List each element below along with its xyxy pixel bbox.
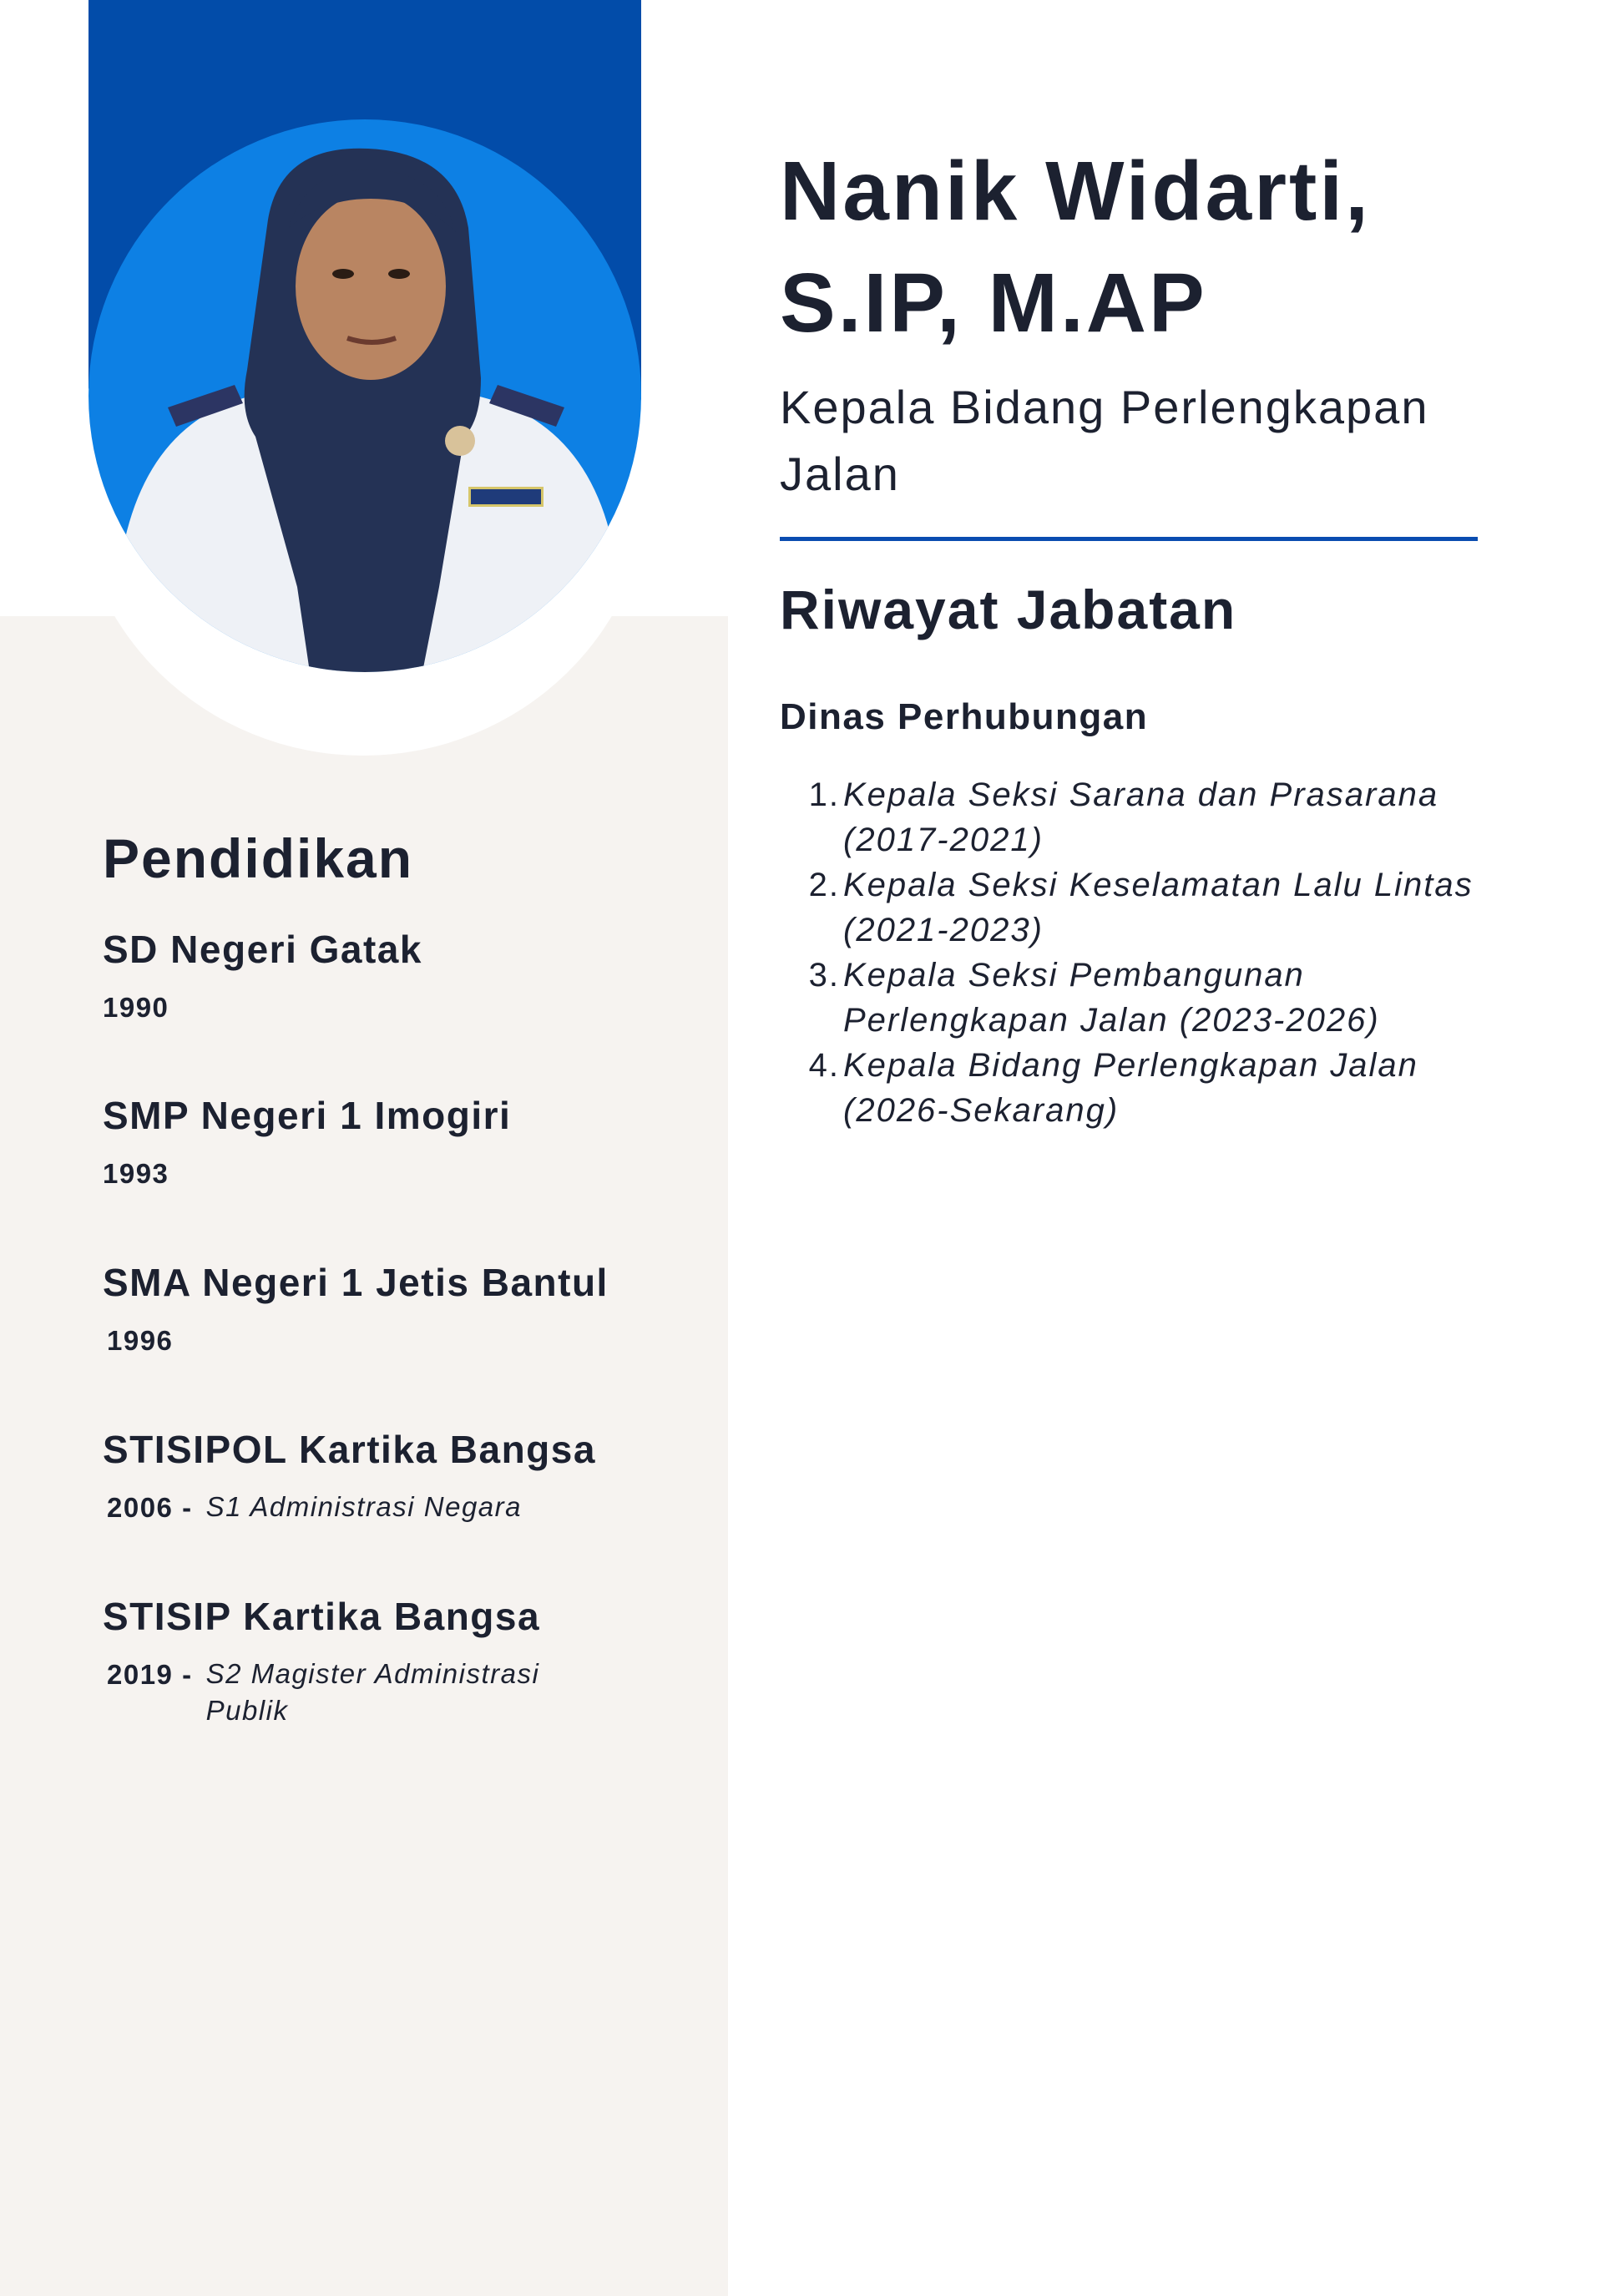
education-item <box>103 927 687 1024</box>
education-school: SMA Negeri 1 Jetis Bantul <box>103 1261 609 1304</box>
education-detail <box>103 1325 687 1357</box>
education-section-title: Pendidikan <box>103 827 414 889</box>
education-item <box>103 1427 687 1525</box>
career-section-title: Riwayat Jabatan <box>780 579 1237 640</box>
career-organization: Dinas Perhubungan <box>780 696 1149 737</box>
education-item <box>103 1093 687 1190</box>
education-year: 2019 - <box>107 1659 193 1690</box>
career-item-number: 3. <box>808 957 840 994</box>
career-item-number: 4. <box>808 1047 840 1084</box>
career-item-text: Kepala Seksi Pembangunan Perlengkapan Jalan (2023-2026) <box>843 957 1380 1039</box>
education-item <box>103 1594 687 1729</box>
person-position: Kepala Bidang Perlengkapan Jalan <box>780 381 1429 500</box>
header-divider <box>780 537 1478 541</box>
education-degree: S2 Magister Administrasi Publik <box>205 1658 540 1726</box>
education-school: SMP Negeri 1 Imogiri <box>103 1094 512 1137</box>
education-year: 2006 - <box>107 1492 193 1523</box>
career-item-number: 1. <box>808 776 840 813</box>
profile-photo <box>88 119 641 672</box>
career-item-text: Kepala Bidang Perlengkapan Jalan (2026-Sekarang) <box>843 1047 1418 1129</box>
education-year: 1990 <box>103 992 169 1023</box>
career-item <box>780 862 1514 953</box>
education-item <box>103 1260 687 1357</box>
education-detail <box>103 1158 687 1190</box>
career-item-number: 2. <box>808 867 840 903</box>
career-item <box>780 1043 1514 1133</box>
profile-portrait-illustration <box>88 119 641 672</box>
education-detail <box>103 1492 687 1525</box>
person-name: Nanik Widarti, S.IP, M.AP <box>780 144 1371 350</box>
education-detail <box>103 1659 687 1729</box>
career-item-text: Kepala Seksi Sarana dan Prasarana (2017-2021) <box>843 776 1439 858</box>
education-school: SD Negeri Gatak <box>103 928 422 971</box>
education-detail <box>103 992 687 1024</box>
career-list <box>780 772 1514 1133</box>
career-item <box>780 953 1514 1043</box>
career-item <box>780 772 1514 862</box>
education-school: STISIP Kartika Bangsa <box>103 1595 541 1638</box>
career-item-text: Kepala Seksi Keselamatan Lalu Lintas (2021-2023) <box>843 867 1474 948</box>
education-year: 1993 <box>103 1158 169 1189</box>
left-column <box>0 0 728 2296</box>
education-degree: S1 Administrasi Negara <box>205 1491 522 1522</box>
education-year: 1996 <box>107 1325 174 1356</box>
education-school: STISIPOL Kartika Bangsa <box>103 1428 596 1471</box>
